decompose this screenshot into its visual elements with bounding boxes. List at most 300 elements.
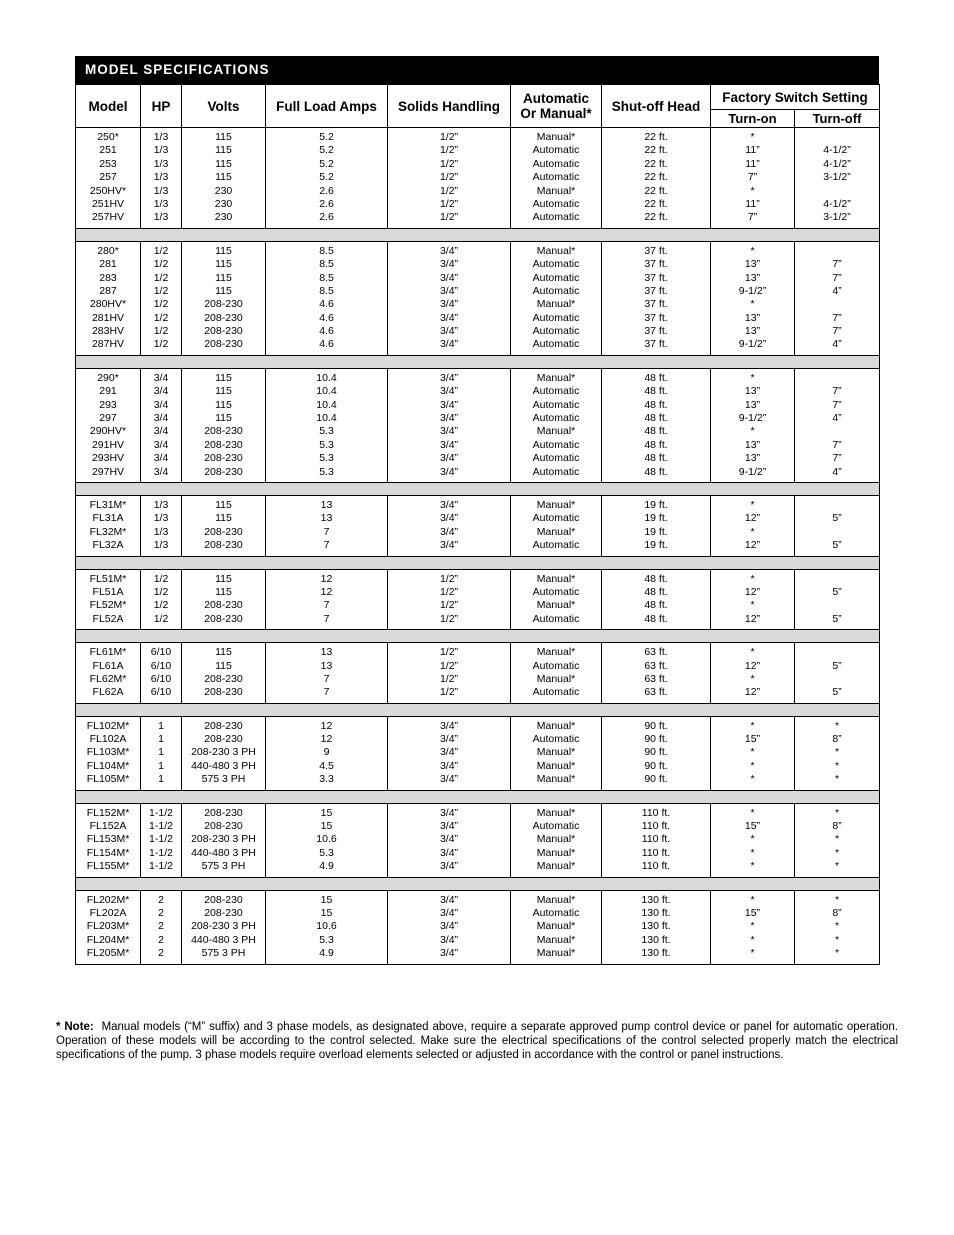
group-separator xyxy=(76,355,880,368)
value-turn-on: 9-1/2” xyxy=(738,412,767,425)
cell-hp xyxy=(141,569,182,630)
value-solids-handling: 3/4” xyxy=(439,258,459,271)
value-turn-off: 5” xyxy=(832,612,842,625)
cell-volts xyxy=(182,890,266,964)
value-volts: 115 xyxy=(215,512,232,525)
value-volts: 115 xyxy=(215,144,232,157)
value-solids-handling: 3/4” xyxy=(439,820,459,833)
value-full-load-amps: 5.3 xyxy=(319,452,334,465)
group-separator xyxy=(76,228,880,241)
value-model: FL205M* xyxy=(86,947,130,960)
value-turn-off: * xyxy=(834,746,840,759)
value-automatic-or-manual: Automatic xyxy=(532,271,580,284)
value-hp: 1/3 xyxy=(153,131,169,143)
value-hp: 1 xyxy=(158,759,164,772)
cell-hp xyxy=(141,643,182,704)
value-automatic-or-manual: Automatic xyxy=(532,157,580,170)
value-shut-off-head: 22 ft. xyxy=(644,211,668,224)
cell-turn-on xyxy=(711,890,795,964)
value-solids-handling: 3/4” xyxy=(439,398,459,411)
value-turn-off: 7” xyxy=(832,398,842,411)
value-model: 257 xyxy=(99,171,117,184)
cell-full-load-amps xyxy=(266,803,388,877)
value-model: FL61A xyxy=(92,659,124,672)
value-model: FL102M* xyxy=(86,719,130,732)
value-automatic-or-manual: Manual* xyxy=(536,833,576,846)
value-full-load-amps: 5.2 xyxy=(319,171,334,184)
value-full-load-amps: 2.6 xyxy=(319,184,334,197)
value-full-load-amps: 4.6 xyxy=(319,298,334,311)
value-turn-off xyxy=(795,646,879,659)
value-model: FL31M* xyxy=(89,498,127,511)
header-turn-on: Turn-on xyxy=(711,110,795,128)
value-hp: 3/4 xyxy=(153,371,169,384)
cell-turn-off xyxy=(795,128,880,229)
value-solids-handling: 3/4” xyxy=(439,773,459,786)
value-volts: 208-230 xyxy=(204,465,243,478)
value-hp: 2 xyxy=(158,933,164,946)
cell-turn-off xyxy=(795,569,880,630)
value-model: FL52A xyxy=(92,612,124,625)
header-model: Model xyxy=(76,85,141,128)
value-automatic-or-manual: Automatic xyxy=(532,659,580,672)
value-automatic-or-manual: Manual* xyxy=(536,773,576,786)
value-turn-off xyxy=(795,499,879,512)
value-shut-off-head: 90 ft. xyxy=(644,733,668,746)
value-shut-off-head: 22 ft. xyxy=(644,171,668,184)
value-model: FL61M* xyxy=(89,646,127,659)
cell-shut-off-head xyxy=(602,128,711,229)
cell-shut-off-head xyxy=(602,890,711,964)
value-volts: 230 xyxy=(214,211,233,224)
value-automatic-or-manual: Manual* xyxy=(536,933,576,946)
value-automatic-or-manual: Automatic xyxy=(532,197,580,210)
value-shut-off-head: 19 ft. xyxy=(644,512,668,525)
value-turn-off: 8” xyxy=(832,820,842,833)
value-turn-off: 7” xyxy=(832,452,842,465)
value-turn-off: 3-1/2” xyxy=(823,171,851,184)
value-solids-handling: 3/4” xyxy=(439,860,459,873)
value-shut-off-head: 22 ft. xyxy=(644,197,668,210)
value-automatic-or-manual: Automatic xyxy=(532,820,580,833)
cell-model xyxy=(76,128,141,229)
value-turn-on: 11” xyxy=(745,157,760,170)
value-model: 287HV xyxy=(91,338,125,351)
value-model: FL102A xyxy=(89,733,127,746)
value-solids-handling: 3/4” xyxy=(439,325,459,338)
value-automatic-or-manual: Automatic xyxy=(532,284,580,297)
value-hp: 3/4 xyxy=(153,452,169,465)
value-volts: 208-230 xyxy=(204,425,243,438)
value-hp: 1/3 xyxy=(153,211,169,224)
value-full-load-amps: 7 xyxy=(323,686,330,699)
cell-turn-on xyxy=(711,241,795,355)
value-shut-off-head: 48 ft. xyxy=(644,371,668,384)
value-volts: 208-230 3 PH xyxy=(191,746,256,759)
value-solids-handling: 3/4” xyxy=(439,412,459,425)
header-factory-switch-setting: Factory Switch Setting xyxy=(711,85,880,110)
value-hp: 1/2 xyxy=(153,585,169,598)
value-hp: 1/3 xyxy=(153,197,169,210)
value-full-load-amps: 5.2 xyxy=(319,131,334,143)
value-solids-handling: 1/2” xyxy=(439,599,459,612)
cell-model xyxy=(76,241,141,355)
value-model: FL32A xyxy=(92,539,124,552)
value-solids-handling: 1/2” xyxy=(439,672,459,685)
value-solids-handling: 1/2” xyxy=(439,686,459,699)
value-volts: 115 xyxy=(215,585,232,598)
value-volts: 115 xyxy=(215,412,232,425)
value-full-load-amps: 4.9 xyxy=(319,860,334,873)
cell-turn-on xyxy=(711,569,795,630)
value-hp: 1 xyxy=(158,719,164,732)
value-volts: 115 xyxy=(215,659,232,672)
value-shut-off-head: 63 ft. xyxy=(644,672,668,685)
value-shut-off-head: 90 ft. xyxy=(644,746,668,759)
value-turn-on: * xyxy=(750,672,755,685)
value-turn-off: 4” xyxy=(832,338,842,351)
value-full-load-amps: 3.3 xyxy=(319,773,334,786)
value-model: 280* xyxy=(97,244,119,257)
value-full-load-amps: 10.4 xyxy=(316,412,337,425)
value-volts: 440-480 3 PH xyxy=(191,933,256,946)
value-model: FL62A xyxy=(92,686,124,699)
value-solids-handling: 3/4” xyxy=(439,539,459,552)
value-shut-off-head: 90 ft. xyxy=(644,773,668,786)
value-shut-off-head: 48 ft. xyxy=(644,398,668,411)
value-solids-handling: 3/4” xyxy=(439,385,459,398)
value-shut-off-head: 19 ft. xyxy=(644,525,668,538)
value-turn-off: 5” xyxy=(832,585,842,598)
footnote-text: Manual models (“M” suffix) and 3 phase models, as designated above, require a separate approved pump control device or panel for automatic operation. Operation of these models will be according to the control selected. Make sure the electrical specifications of the control selected properly match the electrical specifications of the pump. 3 phase models require overload elements selected or adjusted in accordance with the control or panel instructions. xyxy=(56,1020,898,1061)
value-automatic-or-manual: Automatic xyxy=(532,585,580,598)
value-shut-off-head: 110 ft. xyxy=(641,860,671,873)
value-automatic-or-manual: Manual* xyxy=(536,920,576,933)
value-turn-on: 13” xyxy=(744,325,761,338)
value-turn-off: 4” xyxy=(832,465,842,478)
value-automatic-or-manual: Automatic xyxy=(532,465,580,478)
value-turn-on: 11” xyxy=(745,144,760,157)
cell-shut-off-head xyxy=(602,569,711,630)
table-body xyxy=(76,128,880,965)
value-turn-off xyxy=(795,599,879,612)
cell-solids-handling xyxy=(388,890,511,964)
cell-full-load-amps xyxy=(266,569,388,630)
value-turn-off: 8” xyxy=(832,906,842,919)
value-automatic-or-manual: Automatic xyxy=(532,325,580,338)
value-automatic-or-manual: Manual* xyxy=(536,646,576,659)
value-model: FL103M* xyxy=(86,746,130,759)
value-turn-off xyxy=(795,573,879,586)
cell-hp xyxy=(141,368,182,482)
value-automatic-or-manual: Manual* xyxy=(536,759,576,772)
value-turn-on: * xyxy=(750,833,755,846)
value-full-load-amps: 4.6 xyxy=(319,311,334,324)
value-volts: 208-230 xyxy=(204,311,243,324)
value-volts: 115 xyxy=(215,385,232,398)
value-volts: 115 xyxy=(215,572,232,585)
value-full-load-amps: 10.4 xyxy=(316,385,337,398)
value-volts: 208-230 3 PH xyxy=(191,920,256,933)
cell-hp xyxy=(141,803,182,877)
cell-automatic-or-manual xyxy=(511,716,602,790)
value-full-load-amps: 8.5 xyxy=(319,258,334,271)
value-shut-off-head: 48 ft. xyxy=(644,599,668,612)
model-specifications-sheet xyxy=(75,56,879,965)
cell-automatic-or-manual xyxy=(511,643,602,704)
cell-volts xyxy=(182,368,266,482)
model-group xyxy=(76,495,880,556)
value-automatic-or-manual: Automatic xyxy=(532,258,580,271)
value-full-load-amps: 7 xyxy=(323,599,330,612)
value-turn-on: 11” xyxy=(745,197,760,210)
value-shut-off-head: 37 ft. xyxy=(644,284,668,297)
cell-hp xyxy=(141,716,182,790)
value-automatic-or-manual: Manual* xyxy=(536,947,576,960)
value-turn-on: * xyxy=(750,846,755,859)
value-shut-off-head: 90 ft. xyxy=(644,719,668,732)
value-shut-off-head: 110 ft. xyxy=(641,833,671,846)
value-solids-handling: 1/2” xyxy=(439,585,459,598)
value-model: 291HV xyxy=(91,438,125,451)
value-automatic-or-manual: Automatic xyxy=(532,452,580,465)
cell-automatic-or-manual xyxy=(511,495,602,556)
value-turn-on: 9-1/2” xyxy=(738,284,767,297)
value-model: FL152A xyxy=(89,820,127,833)
value-automatic-or-manual: Manual* xyxy=(536,846,576,859)
value-hp: 3/4 xyxy=(153,385,169,398)
value-turn-on: * xyxy=(750,425,755,438)
value-turn-off: * xyxy=(834,846,840,859)
value-shut-off-head: 48 ft. xyxy=(644,612,668,625)
cell-volts xyxy=(182,569,266,630)
value-automatic-or-manual: Automatic xyxy=(532,612,580,625)
specifications-table xyxy=(75,84,880,965)
value-full-load-amps: 8.5 xyxy=(319,284,334,297)
cell-solids-handling xyxy=(388,495,511,556)
value-turn-on: * xyxy=(750,860,755,873)
value-shut-off-head: 22 ft. xyxy=(644,184,668,197)
value-automatic-or-manual: Manual* xyxy=(536,746,576,759)
value-turn-on: 13” xyxy=(744,398,761,411)
value-turn-off xyxy=(795,298,879,311)
value-turn-off: 5” xyxy=(832,686,842,699)
value-shut-off-head: 37 ft. xyxy=(644,244,668,257)
separator-band xyxy=(76,703,880,716)
value-turn-off xyxy=(795,131,879,144)
value-shut-off-head: 130 ft. xyxy=(641,893,671,906)
value-volts: 575 3 PH xyxy=(201,860,246,873)
value-hp: 1 xyxy=(158,746,164,759)
value-model: 281HV xyxy=(91,311,125,324)
value-hp: 1-1/2 xyxy=(149,846,173,859)
value-shut-off-head: 37 ft. xyxy=(644,311,668,324)
separator-band xyxy=(76,355,880,368)
value-hp: 1/2 xyxy=(153,338,169,351)
value-turn-off: 4” xyxy=(832,412,842,425)
value-hp: 3/4 xyxy=(153,425,169,438)
cell-full-load-amps xyxy=(266,241,388,355)
cell-full-load-amps xyxy=(266,716,388,790)
value-turn-on: 12” xyxy=(744,659,761,672)
cell-solids-handling xyxy=(388,128,511,229)
cell-full-load-amps xyxy=(266,128,388,229)
value-shut-off-head: 110 ft. xyxy=(641,806,671,819)
cell-hp xyxy=(141,495,182,556)
value-shut-off-head: 130 ft. xyxy=(641,920,671,933)
value-solids-handling: 3/4” xyxy=(439,512,459,525)
separator-band xyxy=(76,556,880,569)
value-turn-on: * xyxy=(750,498,755,511)
value-turn-off: 7” xyxy=(832,325,842,338)
value-hp: 1/2 xyxy=(153,284,169,297)
value-automatic-or-manual: Manual* xyxy=(536,806,576,819)
value-volts: 115 xyxy=(215,284,232,297)
value-hp: 3/4 xyxy=(153,398,169,411)
value-solids-handling: 3/4” xyxy=(439,425,459,438)
cell-turn-on xyxy=(711,716,795,790)
value-hp: 1/3 xyxy=(153,157,169,170)
value-turn-on: * xyxy=(750,746,755,759)
value-hp: 1/2 xyxy=(153,244,169,257)
separator-band xyxy=(76,877,880,890)
value-hp: 3/4 xyxy=(153,412,169,425)
value-automatic-or-manual: Manual* xyxy=(536,371,576,384)
value-turn-off: 7” xyxy=(832,258,842,271)
value-turn-off xyxy=(795,245,879,258)
value-turn-on: * xyxy=(750,920,755,933)
cell-full-load-amps xyxy=(266,890,388,964)
value-model: FL105M* xyxy=(86,773,130,786)
value-model: 297HV xyxy=(91,465,125,478)
value-solids-handling: 3/4” xyxy=(439,846,459,859)
value-solids-handling: 1/2” xyxy=(439,659,459,672)
value-volts: 115 xyxy=(215,244,232,257)
cell-automatic-or-manual xyxy=(511,890,602,964)
value-shut-off-head: 130 ft. xyxy=(641,933,671,946)
footnote-label: * Note: xyxy=(56,1020,94,1033)
cell-volts xyxy=(182,803,266,877)
cell-turn-on xyxy=(711,495,795,556)
value-full-load-amps: 7 xyxy=(323,525,330,538)
value-automatic-or-manual: Manual* xyxy=(536,719,576,732)
cell-full-load-amps xyxy=(266,643,388,704)
value-shut-off-head: 22 ft. xyxy=(644,144,668,157)
model-group xyxy=(76,890,880,964)
value-full-load-amps: 4.6 xyxy=(319,338,334,351)
cell-volts xyxy=(182,495,266,556)
cell-turn-on xyxy=(711,368,795,482)
value-turn-off: 7” xyxy=(832,271,842,284)
value-hp: 1-1/2 xyxy=(149,860,173,873)
cell-turn-off xyxy=(795,495,880,556)
value-turn-on: 9-1/2” xyxy=(738,465,767,478)
value-shut-off-head: 37 ft. xyxy=(644,325,668,338)
value-automatic-or-manual: Manual* xyxy=(536,131,576,143)
value-model: FL155M* xyxy=(86,860,130,873)
value-full-load-amps: 10.4 xyxy=(316,398,337,411)
value-shut-off-head: 37 ft. xyxy=(644,338,668,351)
group-separator xyxy=(76,556,880,569)
value-turn-on: 12” xyxy=(744,585,761,598)
value-solids-handling: 3/4” xyxy=(439,833,459,846)
value-shut-off-head: 110 ft. xyxy=(641,846,671,859)
value-shut-off-head: 48 ft. xyxy=(644,452,668,465)
value-turn-on: 12” xyxy=(744,539,761,552)
value-solids-handling: 3/4” xyxy=(439,806,459,819)
value-solids-handling: 3/4” xyxy=(439,759,459,772)
value-hp: 1/2 xyxy=(153,325,169,338)
value-turn-on: 13” xyxy=(744,385,761,398)
value-full-load-amps: 7 xyxy=(323,612,330,625)
value-shut-off-head: 90 ft. xyxy=(644,759,668,772)
table-title: MODEL SPECIFICATIONS xyxy=(75,56,879,84)
cell-turn-on xyxy=(711,803,795,877)
value-turn-on: 7” xyxy=(747,171,758,184)
separator-band xyxy=(76,630,880,643)
cell-automatic-or-manual xyxy=(511,128,602,229)
value-turn-on: 15” xyxy=(744,906,761,919)
value-turn-off: * xyxy=(834,833,840,846)
value-model: 287 xyxy=(99,284,117,297)
value-full-load-amps: 15 xyxy=(320,906,333,919)
value-hp: 6/10 xyxy=(150,659,172,672)
value-solids-handling: 3/4” xyxy=(439,452,459,465)
value-solids-handling: 1/2” xyxy=(439,144,459,157)
value-solids-handling: 3/4” xyxy=(439,438,459,451)
header-volts: Volts xyxy=(182,85,266,128)
model-group xyxy=(76,803,880,877)
value-turn-off: * xyxy=(834,773,840,786)
value-hp: 6/10 xyxy=(150,646,172,659)
value-full-load-amps: 12 xyxy=(320,719,333,732)
value-full-load-amps: 10.6 xyxy=(316,920,337,933)
value-turn-on: * xyxy=(750,371,755,384)
value-volts: 575 3 PH xyxy=(201,947,246,960)
value-turn-off: 7” xyxy=(832,311,842,324)
value-model: FL31A xyxy=(92,512,124,525)
value-solids-handling: 1/2” xyxy=(439,184,459,197)
value-volts: 208-230 xyxy=(204,452,243,465)
value-turn-on: * xyxy=(750,947,755,960)
value-turn-on: 12” xyxy=(744,686,761,699)
value-shut-off-head: 19 ft. xyxy=(644,498,668,511)
value-model: FL51A xyxy=(92,585,124,598)
group-separator xyxy=(76,877,880,890)
cell-hp xyxy=(141,128,182,229)
value-turn-on: 12” xyxy=(744,612,761,625)
value-hp: 1/2 xyxy=(153,311,169,324)
value-volts: 115 xyxy=(215,498,232,511)
value-full-load-amps: 2.6 xyxy=(319,197,334,210)
value-shut-off-head: 48 ft. xyxy=(644,412,668,425)
cell-solids-handling xyxy=(388,368,511,482)
value-volts: 115 xyxy=(215,258,232,271)
value-hp: 6/10 xyxy=(150,672,172,685)
value-volts: 208-230 xyxy=(204,325,243,338)
value-turn-off xyxy=(795,425,879,438)
cell-turn-on xyxy=(711,643,795,704)
value-full-load-amps: 13 xyxy=(320,659,333,672)
cell-shut-off-head xyxy=(602,495,711,556)
value-volts: 230 xyxy=(214,197,233,210)
value-turn-off xyxy=(795,372,879,385)
header-automatic-or-manual: Automatic Or Manual* xyxy=(511,85,602,128)
value-model: 293 xyxy=(99,398,117,411)
value-turn-off: 3-1/2” xyxy=(823,211,851,224)
value-full-load-amps: 10.6 xyxy=(316,833,337,846)
cell-shut-off-head xyxy=(602,803,711,877)
